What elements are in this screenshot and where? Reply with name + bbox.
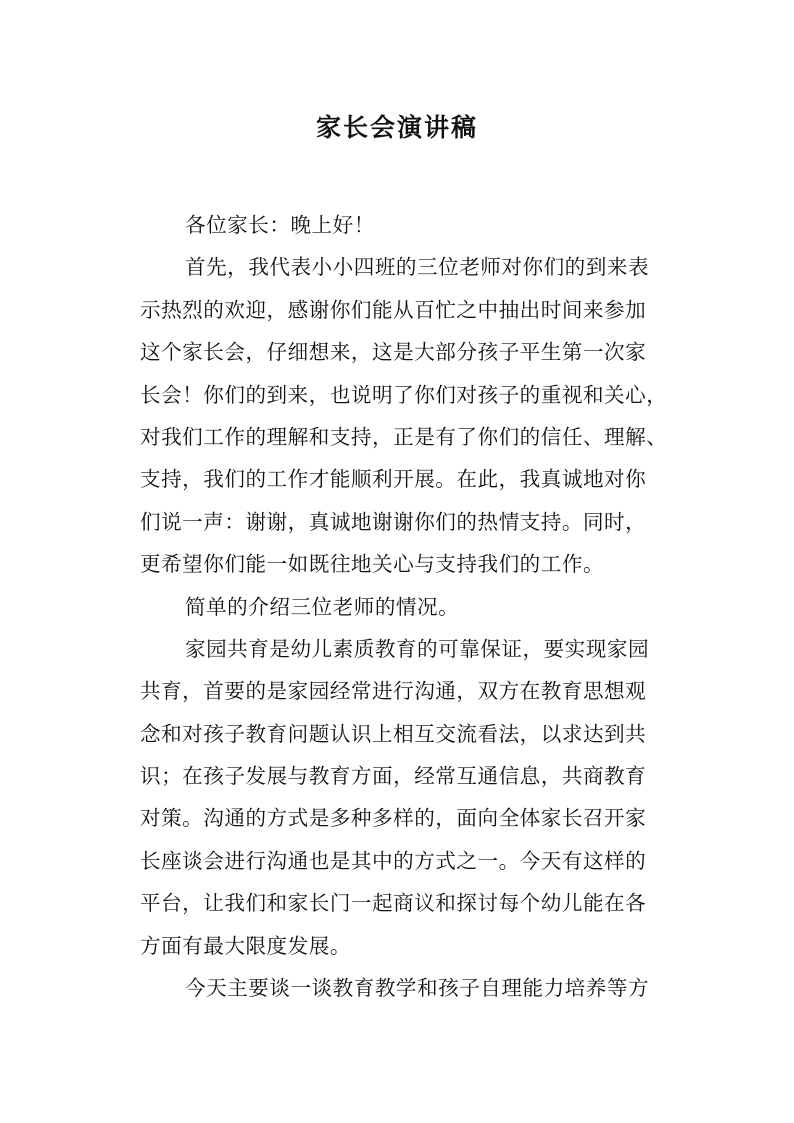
body-line: 示热烈的欢迎，感谢你们能从百忙之中抽出时间来参加 <box>140 297 647 322</box>
document-body <box>140 204 670 1009</box>
body-line: 识；在孩子发展与教育方面，经常互通信息，共商教育 <box>140 764 647 789</box>
body-line: 长座谈会进行沟通也是其中的方式之一。今天有这样的 <box>140 848 647 873</box>
body-line: 家园共育是幼儿素质教育的可靠保证，要实现家园 <box>185 636 650 661</box>
body-line: 念和对孩子教育问题认识上相互交流看法，以求达到共 <box>140 721 647 746</box>
body-line: 方面有最大限度发展。 <box>140 933 351 958</box>
body-line: 对我们工作的理解和支持，正是有了你们的信任、理解、 <box>140 424 668 449</box>
body-line: 支持，我们的工作才能顺利开展。在此，我真诚地对你 <box>140 467 647 492</box>
body-line: 简单的介绍三位老师的情况。 <box>185 594 460 619</box>
body-line: 这个家长会，仔细想来，这是大部分孩子平生第一次家 <box>140 340 647 365</box>
body-line: 对策。沟通的方式是多种多样的，面向全体家长召开家 <box>140 806 647 831</box>
document-title: 家长会演讲稿 <box>315 113 478 142</box>
body-line: 平台，让我们和家长门一起商议和探讨每个幼儿能在各 <box>140 891 647 916</box>
body-line: 更希望你们能一如既往地关心与支持我们的工作。 <box>140 552 605 577</box>
body-line: 各位家长：晚上好！ <box>185 213 375 237</box>
body-line: 共育，首要的是家园经常进行沟通，双方在教育思想观 <box>140 679 647 704</box>
body-line: 长会！你们的到来，也说明了你们对孩子的重视和关心， <box>140 382 668 407</box>
body-line: 今天主要谈一谈教育教学和孩子自理能力培养等方 <box>185 976 650 1001</box>
body-line: 们说一声：谢谢，真诚地谢谢你们的热情支持。同时， <box>140 509 647 534</box>
body-line: 首先，我代表小小四班的三位老师对你们的到来表 <box>185 255 650 280</box>
